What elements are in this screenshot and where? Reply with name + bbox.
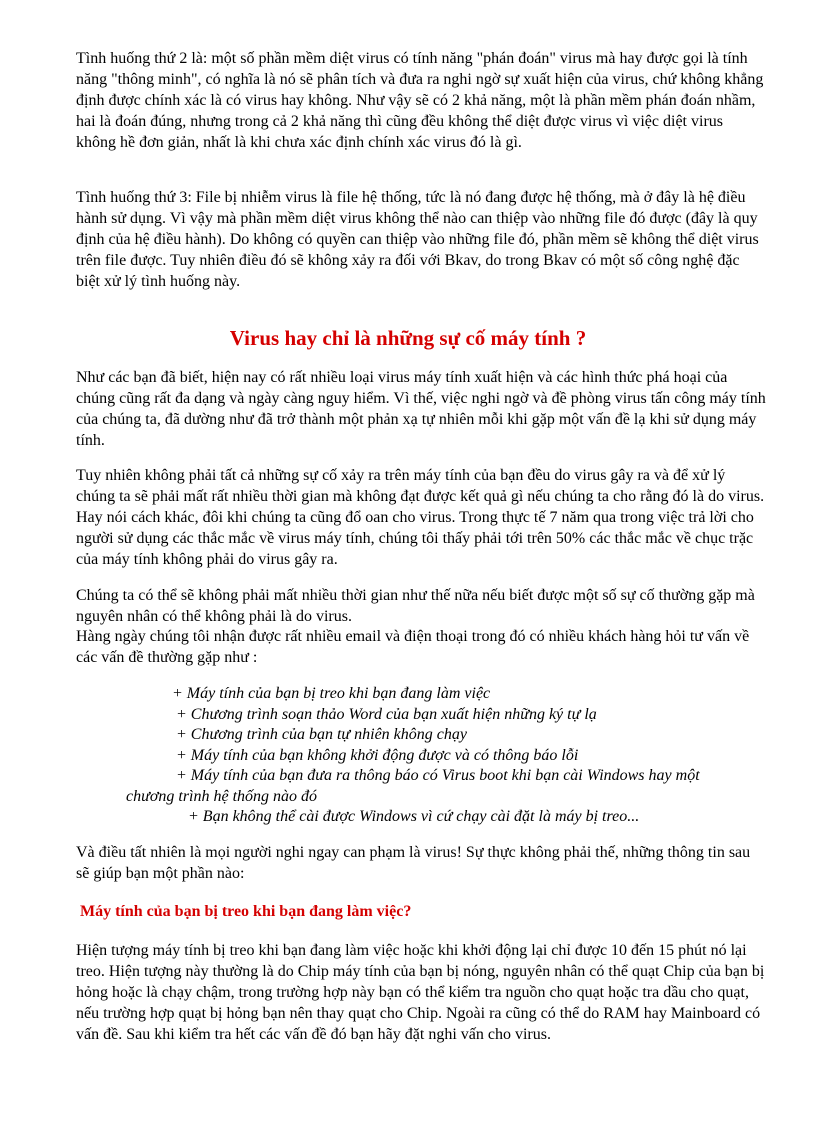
paragraph-save-time: Chúng ta có thể sẽ không phải mất nhiều thời gian như thế nữa nếu biết được một số sự cố thường gặp mà nguyên nhân có thể không phải là do virus.: [76, 587, 755, 625]
list-item-line: chương trình hệ thống nào đó: [126, 787, 318, 805]
list-item: [126, 766, 786, 807]
common-issues-list: [126, 684, 786, 828]
paragraph-freeze-cause: Hiện tượng máy tính bị treo khi bạn đang làm việc hoặc khi khởi động lại chỉ được 10 đến 15 phút nó lại treo. Hiện tượng này thường là do Chip máy tính của bạn bị nóng, nguyên nhân có thể quạt Chip của bạn bị hỏng hoặc là chạy chậm, trong trường hợp này bạn có thể kiểm tra nguồn cho quạt hoặc tra dầu cho quạt, nếu trường hợp quạt bị hỏng bạn nên thay quạt cho Chip. Ngoài ra cũng có thể do RAM hay Mainboard có vấn đề. Sau khi kiểm tra hết các vấn đề đó bạn hãy đặt nghi vấn cho virus.: [76, 942, 765, 1043]
list-item: + Chương trình soạn thảo Word của bạn xuất hiện những ký tự lạ: [176, 705, 597, 723]
list-item: + Máy tính của bạn không khởi động được và có thông báo lỗi: [176, 746, 579, 764]
list-item: + Chương trình của bạn tự nhiên không chạy: [176, 726, 467, 743]
paragraph-intro: Như các bạn đã biết, hiện nay có rất nhiều loại virus máy tính xuất hiện và các hình thức phá hoại của chúng cũng rất đa dạng và ngày càng nguy hiểm. Vì thế, việc nghi ngờ và đề phòng virus tấn công máy tính của chúng ta, đã dường như đã trở thành một phản xạ tự nhiên mỗi khi gặp một vấn đề lạ khi sử dụng máy tính.: [76, 369, 766, 449]
list-item-line: + Máy tính của bạn đưa ra thông báo có Virus boot khi bạn cài Windows hay một: [176, 767, 700, 784]
list-item: + Máy tính của bạn bị treo khi bạn đang làm việc: [172, 685, 491, 702]
paragraph-daily-questions: Hàng ngày chúng tôi nhận được rất nhiều email và điện thoại trong đó có nhiều khách hàng hỏi tư vấn về các vấn đề thường gặp như :: [76, 628, 750, 666]
paragraph-not-virus: Tuy nhiên không phải tất cả những sự cố xảy ra trên máy tính của bạn đều do virus gây ra và để xử lý chúng ta sẽ phải mất rất nhiều thời gian mà không đạt được kết quả gì nếu chúng ta cho rằng đó là do virus. Hay nói cách khác, đôi khi chúng ta cũng đổ oan cho virus. Trong thực tế 7 năm qua trong việc trả lời cho người sử dụng các thắc mắc về virus máy tính, chúng tôi thấy phải tới trên 50% các thắc mắc về chục trặc của máy tính không phải do virus gây ra.: [76, 467, 765, 568]
list-item: + Bạn không thể cài được Windows vì cứ chạy cài đặt là máy bị treo...: [188, 808, 640, 825]
paragraph-conclusion: Và điều tất nhiên là mọi người nghi ngay can phạm là virus! Sự thực không phải thế, những thông tin sau sẽ giúp bạn một phần nào:: [76, 844, 751, 882]
paragraph-scenario-3: Tình huống thứ 3: File bị nhiễm virus là file hệ thống, tức là nó đang được hệ thống, mà ở đây là hệ điều hành sử dụng. Vì vậy mà phần mềm diệt virus không thể nào can thiệp vào những file đó được (đây là quy định của hệ điều hành). Do không có quyền can thiệp vào những file đó, phần mềm sẽ không thể diệt virus trên file được. Tuy nhiên điều đó sẽ không xảy ra đối với Bkav, do trong Bkav có một số công nghệ đặc biệt xử lý tình huống này.: [76, 189, 759, 290]
section-heading: Virus hay chỉ là những sự cố máy tính ?: [229, 326, 587, 350]
subsection-heading: Máy tính của bạn bị treo khi bạn đang làm việc?: [80, 903, 412, 920]
paragraph-scenario-2: Tình huống thứ 2 là: một số phần mềm diệt virus có tính năng "phán đoán" virus mà hay được gọi là tính năng "thông minh", có nghĩa là nó sẽ phân tích và đưa ra nghi ngờ sự xuất hiện của virus, chứ không khẳng định được chính xác là có virus hay không. Như vậy sẽ có 2 khả năng, một là phần mềm phán đoán nhầm, hai là đoán đúng, nhưng trong cả 2 khả năng thì cũng đều không thể diệt được virus vì việc diệt virus không hề đơn giản, nhất là khi chưa xác định chính xác virus đó là gì.: [76, 50, 764, 151]
